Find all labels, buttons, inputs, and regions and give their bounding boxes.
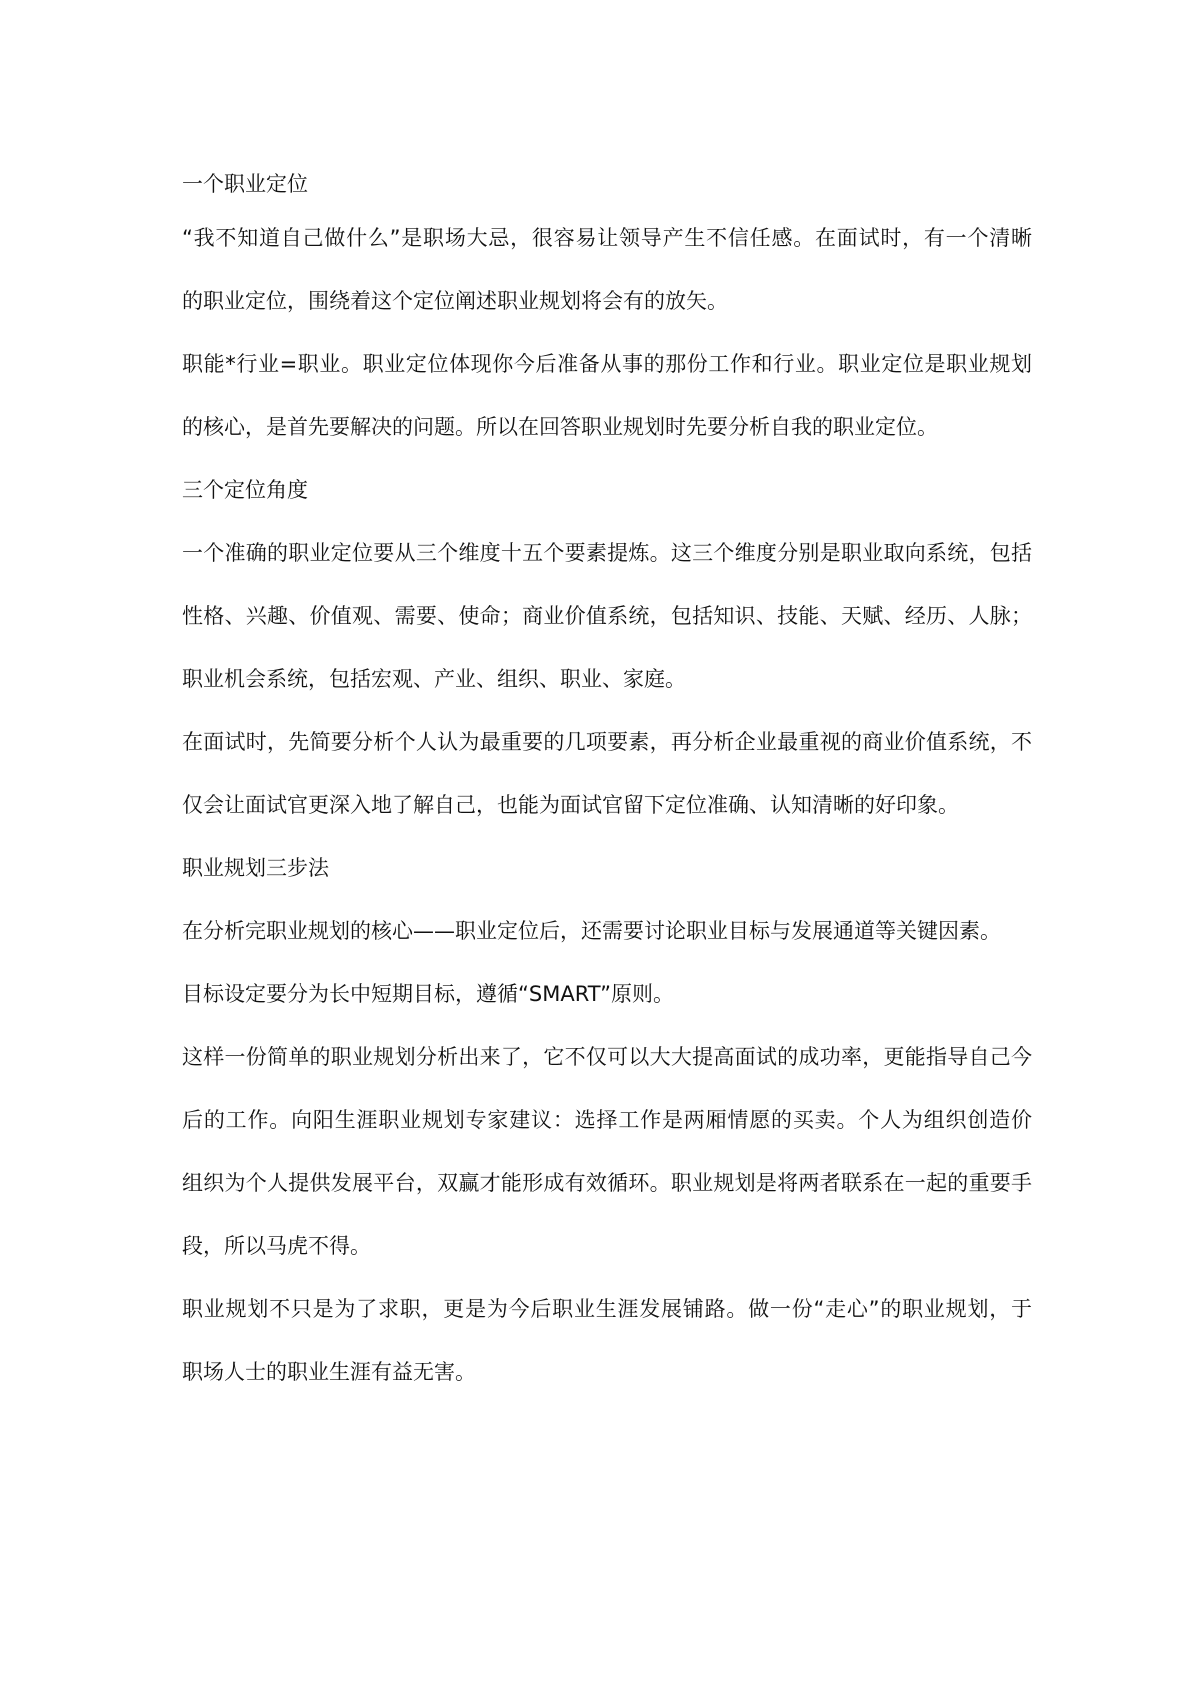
paragraph-line: 性格、兴趣、价值观、需要、使命；商业价值系统，包括知识、技能、天赋、经历、人脉； xyxy=(182,604,1032,628)
section-heading-three-steps: 职业规划三步法 xyxy=(182,856,329,880)
paragraph-line: 在分析完职业规划的核心——职业定位后，还需要讨论职业目标与发展通道等关键因素。 xyxy=(182,919,1001,943)
paragraph-line: “我不知道自己做什么”是职场大忌，很容易让领导产生不信任感。在面试时，有一个清晰 xyxy=(182,226,1032,250)
paragraph-line: 的核心，是首先要解决的问题。所以在回答职业规划时先要分析自我的职业定位。 xyxy=(182,415,938,439)
paragraph-line: 这样一份简单的职业规划分析出来了，它不仅可以大大提高面试的成功率，更能指导自己今 xyxy=(182,1045,1032,1069)
paragraph-line: 职业机会系统，包括宏观、产业、组织、职业、家庭。 xyxy=(182,667,686,691)
section-heading-career-positioning: 一个职业定位 xyxy=(182,172,308,196)
article-body xyxy=(182,162,1032,1404)
paragraph-line: 在面试时，先简要分析个人认为最重要的几项要素，再分析企业最重视的商业价值系统，不 xyxy=(182,730,1032,754)
paragraph-line: 目标设定要分为长中短期目标，遵循“SMART”原则。 xyxy=(182,982,675,1006)
paragraph-line: 的职业定位，围绕着这个定位阐述职业规划将会有的放矢。 xyxy=(182,289,728,313)
paragraph-line: 职业规划不只是为了求职，更是为今后职业生涯发展铺路。做一份“走心”的职业规划，于 xyxy=(182,1297,1032,1321)
paragraph-line: 组织为个人提供发展平台，双赢才能形成有效循环。职业规划是将两者联系在一起的重要手 xyxy=(182,1171,1032,1195)
paragraph-line: 后的工作。向阳生涯职业规划专家建议：选择工作是两厢情愿的买卖。个人为组织创造价 xyxy=(182,1108,1032,1132)
paragraph-line: 职能*行业=职业。职业定位体现你今后准备从事的那份工作和行业。职业定位是职业规划 xyxy=(182,352,1032,376)
paragraph-line: 一个准确的职业定位要从三个维度十五个要素提炼。这三个维度分别是职业取向系统，包括 xyxy=(182,541,1032,565)
section-heading-three-angles: 三个定位角度 xyxy=(182,478,308,502)
paragraph-line: 职场人士的职业生涯有益无害。 xyxy=(182,1360,476,1384)
paragraph-line: 段，所以马虎不得。 xyxy=(182,1234,371,1258)
paragraph-line: 仅会让面试官更深入地了解自己，也能为面试官留下定位准确、认知清晰的好印象。 xyxy=(182,793,959,817)
